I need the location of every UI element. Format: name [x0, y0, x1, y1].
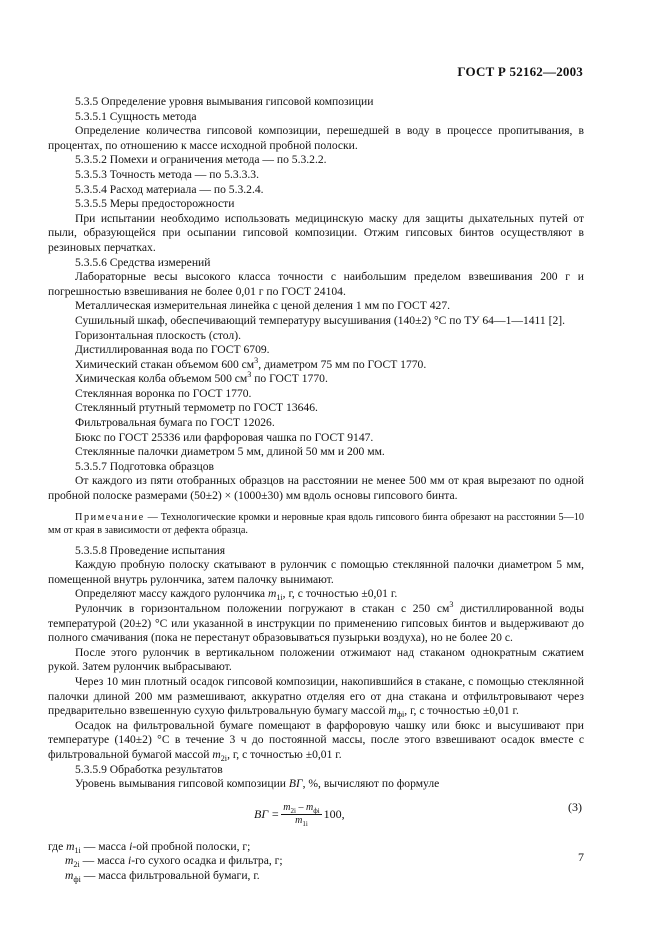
equipment-item: Стеклянные палочки диаметром 5 мм, длиной 50 мм и 200 мм. [75, 445, 385, 459]
subscript: фi [313, 806, 320, 815]
subscript: 2i [220, 753, 228, 763]
section-title: 5.3.5 Определение уровня вымывания гипсовой композиции [75, 95, 374, 108]
variable: i [129, 839, 133, 853]
equipment-item: Горизонтальная плоскость (стол). [75, 328, 241, 342]
subscript: фi [396, 710, 405, 720]
text: , г, с точностью ±0,01 г. [282, 587, 398, 601]
variable: m [65, 868, 74, 882]
subsection-line: 5.3.5.2 Помехи и ограничения метода — по 5.3.2.2. [75, 153, 327, 167]
text: Химический стакан объемом 600 см [75, 357, 255, 371]
fraction-denominator [293, 815, 310, 827]
note [48, 511, 584, 537]
subsection-title: 5.3.5.5 Меры предосторожности [75, 197, 235, 211]
legend-line [65, 869, 584, 884]
standard-header: ГОСТ Р 52162—2003 [457, 64, 583, 79]
variable: m [66, 839, 75, 853]
subscript: 2i [290, 806, 296, 815]
text: по ГОСТ 1770. [251, 372, 328, 386]
subscript: 1i [74, 845, 81, 855]
equipment-item: Сушильный шкаф, обеспечивающий температуру высушивания (140±2) °С по ТУ 64—1—1411 [2]. [75, 313, 566, 327]
equipment-item: Фильтровальная бумага по ГОСТ 12026. [75, 416, 275, 430]
variable: m [65, 854, 74, 868]
equipment-item: Стеклянный ртутный термометр по ГОСТ 13646. [75, 401, 318, 415]
text: дистиллированной воды температурой (20±2) °С или указанной в инструкции по применению гипсовых бинтов и выдерживают до полного смачивания (пока не перестанут образовываться пузырьки воздуха), но не более 20 с. [48, 602, 584, 645]
text: , г, с точностью ±0,01 г. [404, 704, 519, 718]
text: , г, с точностью ±0,01 г. [227, 747, 342, 761]
subscript: 1i [302, 819, 308, 828]
text: , диаметром 75 мм по ГОСТ 1770. [258, 357, 427, 371]
text: , %, вычисляют по формуле [302, 777, 440, 791]
subscript: 1i [276, 593, 283, 603]
text: — масса фильтровальной бумаги, г. [80, 868, 260, 882]
subsection-title: 5.3.5.8 Проведение испытания [75, 543, 226, 557]
equipment-item: Дистиллированная вода по ГОСТ 6709. [75, 343, 270, 357]
paragraph [48, 777, 584, 792]
formula-number: (3) [568, 799, 582, 814]
text: Осадок на фильтровальной бумаге помещают в фарфоровую чашку или бюкс и высушивают при температуре (140±2) °С в течение 3 ч до постоянной массы, после этого взвешивают осадок вместе с фильтровальной бумагой массой [48, 718, 584, 761]
note-label: Примечание [75, 511, 145, 523]
equipment-item: Бюкс по ГОСТ 25336 или фарфоровая чашка по ГОСТ 9147. [75, 430, 374, 444]
variable: m [305, 801, 314, 813]
fraction-numerator [281, 802, 321, 815]
text: — масса [80, 839, 130, 853]
formula-lhs: ВГ = [254, 806, 280, 821]
formula-tail: 100, [323, 806, 345, 821]
variable: ВГ [288, 777, 303, 791]
paragraph [48, 675, 584, 719]
subsection-title: 5.3.5.6 Средства измерений [75, 255, 211, 269]
variable-legend [48, 840, 584, 884]
page-number: 7 [578, 850, 584, 864]
text: -ой пробной полоски, г; [132, 839, 251, 853]
subscript: 2i [73, 860, 80, 870]
formula-fraction [281, 802, 321, 827]
variable: i [127, 854, 132, 868]
superscript: 3 [247, 370, 252, 380]
subsection-title: 5.3.5.7 Подготовка образцов [75, 459, 215, 473]
paragraph: Каждую пробную полоску скатывают в рулончик с помощью стеклянной палочки диаметром 5 мм, помещенной внутрь рулончика, затем палочку вынимают. [48, 558, 584, 586]
equipment-item: Лабораторные весы высокого класса точности с наибольшим пределом взвешивания 200 г и погрешностью взвешивания не более 0,01 г по ГОСТ 24104. [48, 270, 584, 298]
text: Рулончик в горизонтальном положении погружают в стакан с 250 см [75, 602, 450, 615]
text: — масса [79, 854, 128, 868]
equipment-item: Металлическая измерительная линейка с ценой деления 1 мм по ГОСТ 427. [75, 299, 451, 313]
note-text: — Технологические кромки и неровные края вдоль гипсового бинта обрезают на расстоянии 5—10 мм от края в зависимости от дефекта образца. [48, 511, 584, 536]
paragraph: При испытании необходимо использовать медицинскую маску для защиты дыхательных путей от пыли, образующейся при осыпании гипсовой композиции. Отжим гипсовых бинтов осуществляют в резиновых перчатках. [48, 211, 584, 254]
subsection-line: 5.3.5.4 Расход материала — по 5.3.2.4. [75, 182, 264, 196]
variable: m [283, 801, 291, 813]
paragraph: После этого рулончик в вертикальном положении отжимают над стаканом однократным сжатием рукой. Затем рулончик выбрасывают. [48, 645, 584, 674]
page-content [48, 95, 584, 884]
formula-expression [254, 802, 345, 827]
variable: m [212, 747, 221, 761]
operator: – [295, 801, 306, 813]
subsection-title: 5.3.5.9 Обработка результатов [75, 762, 223, 776]
subsection-title: 5.3.5.1 Сущность метода [75, 109, 197, 123]
paragraph: От каждого из пяти отобранных образцов на расстоянии не менее 500 мм от края вырезают по одной пробной полоске размерами (50±2) × (1000±30) мм вдоль основы гипсового бинта. [48, 474, 584, 503]
paragraph: Определение количества гипсовой композиции, перешедшей в воду в процессе пропитывания, в процентах, по отношению к массе исходной пробной полоски. [48, 124, 584, 152]
formula [48, 800, 584, 838]
equipment-item: Стеклянная воронка по ГОСТ 1770. [75, 386, 252, 400]
subscript: фi [73, 874, 81, 884]
legend-line [65, 854, 584, 869]
text: Уровень вымывания гипсовой композиции [75, 777, 289, 791]
text: Определяют массу каждого рулончика [75, 587, 268, 601]
paragraph [48, 602, 584, 646]
text: Через 10 мин плотный осадок гипсовой композиции, накопившийся в стакане, с помощью стеклянной палочки длиной 200 мм размешивают, аккуратно отделяя его от дна стакана и отфильтровывают через предварительно взвешенную сухую фильтровальную бумагу массой [48, 674, 584, 718]
equipment-item [48, 355, 584, 373]
paragraph [48, 587, 584, 602]
superscript: 3 [254, 355, 259, 365]
paragraph [48, 719, 584, 763]
equipment-item [48, 372, 584, 387]
text: -го сухого осадка и фильтра, г; [131, 854, 283, 868]
legend-line [48, 840, 584, 855]
superscript: 3 [449, 600, 454, 609]
text: где [48, 839, 67, 853]
variable: m [267, 587, 277, 601]
variable: m [388, 704, 397, 718]
variable: m [295, 814, 303, 826]
text: Химическая колба объемом 500 см [75, 372, 248, 386]
subsection-line: 5.3.5.3 Точность метода — по 5.3.3.3. [75, 167, 259, 181]
